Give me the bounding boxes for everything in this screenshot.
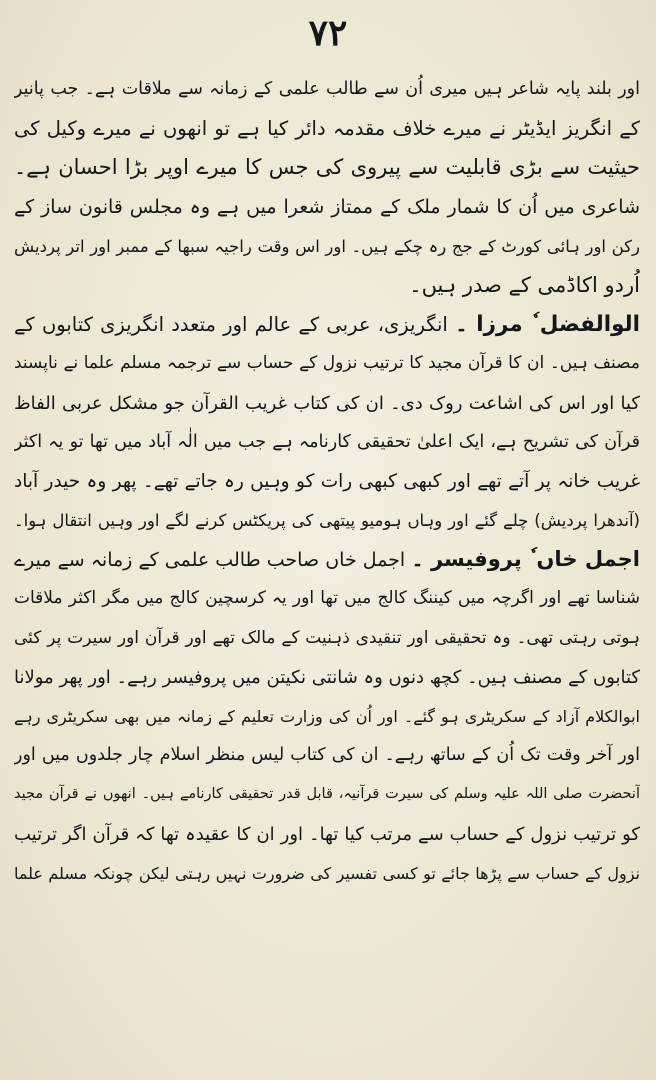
text-line: مصنف ہیں۔ ان کا قرآن مجید کا ترتیب نزول کے حساب سے ترجمہ مسلم علما نے ناپسند xyxy=(14,353,640,374)
text-line: شناسا تھے اور اگرچہ میں کیننگ کالج میں تھا اور یہ کرسچین کالج میں مگر اکثر ملاقات xyxy=(14,588,640,609)
text-line: کے انگریز ایڈیٹر نے میرے خلاف مقدمہ دائر کیا ہے تو انھوں نے میرے وکیل کی xyxy=(14,117,640,141)
text-line: کتابوں کے مصنف ہیں۔ کچھ دنوں وہ شانتی نکیتن میں پروفیسر رہے۔ اور پھر مولانا xyxy=(14,666,640,688)
text-line: اور آخر وقت تک اُن کے ساتھ رہے۔ ان کی کتاب لیس منظر اسلام چار جلدوں میں اور xyxy=(14,745,640,766)
text-line: کیا اور اس کی اشاعت روک دی۔ ان کی کتاب غریب القرآن جو مشکل عربی الفاظ xyxy=(14,392,640,414)
page-number: ۷۲ xyxy=(308,12,348,54)
text-line: کو ترتیب نزول کے حساب سے مرتب کیا تھا۔ اور ان کا عقیدہ تھا کہ قرآن اگر ترتیب xyxy=(14,823,640,845)
text-line: شاعری میں اُن کا شمار ملک کے ممتاز شعرا میں ہے وہ مجلس قانون ساز کے xyxy=(14,195,640,218)
entry-heading: الوالفضل ٗ مرزا ۔ xyxy=(455,312,640,338)
text-line: ابوالکلام آزاد کے سکریٹری ہو گئے۔ اور اُن کی وزارت تعلیم کے زمانہ میں بھی سکریٹری رہے xyxy=(14,707,640,726)
text-line: اُردو اکاڈمی کے صدر ہیں۔ xyxy=(409,272,640,297)
text-line: اور بلند پایہ شاعر ہیں میری اُن سے طالب علمی کے زمانہ سے ملاقات ہے۔ جب پانیر xyxy=(14,79,640,99)
text-line: (آندھرا پردیش) چلے گئے اور وہاں ہومیو پیتھی کی پریکٹس کرنے لگے اور وہیں انتقال ہوا۔ xyxy=(14,511,640,531)
text-line: اجمل خاں ٗ پروفیسر ۔ اجمل خاں صاحب طالب علمی کے زمانہ سے میرے xyxy=(14,547,640,572)
text-line: الوالفضل ٗ مرزا ۔ انگریزی، عربی کے عالم اور متعدد انگریزی کتابوں کے xyxy=(14,312,640,338)
text-line: نزول کے حساب سے پڑھا جائے تو کسی تفسیر کی ضرورت نہیں رہتی لیکن چونکہ مسلم علما xyxy=(14,863,640,883)
page-text-body xyxy=(14,70,640,893)
text-line: قرآن کی تشریح ہے، ایک اعلیٰ تحقیقی کارنامہ ہے جب میں الٰہ آباد میں تھا تو یہ اکثر xyxy=(14,431,640,452)
entry-heading: اجمل خاں ٗ پروفیسر ۔ xyxy=(411,547,640,572)
text-line: آنحضرت صلی اللہ علیہ وسلم کی سیرت قرآنیہ، قابل قدر تحقیقی کارنامے ہیں۔ انھوں نے قرآن مجید xyxy=(14,786,640,803)
text-line: ہوتی رہتی تھی۔ وہ تحقیقی اور تنقیدی ذہنیت کے مالک تھے اور قرآن اور سیرت پر کئی xyxy=(14,627,640,648)
text-line: رکن اور ہائی کورٹ کے جج رہ چکے ہیں۔ اور اس وقت راجیہ سبھا کے ممبر اور اتر پردیش xyxy=(14,236,640,256)
text-line: غریب خانہ پر آتے تھے اور کبھی کبھی رات کو وہیں رہ جاتے تھے۔ پھر وہ حیدر آباد xyxy=(14,470,640,492)
text-line: حیثیت سے بڑی قابلیت سے پیروی کی جس کا میرے اوپر بڑا احسان ہے۔ xyxy=(14,155,640,180)
